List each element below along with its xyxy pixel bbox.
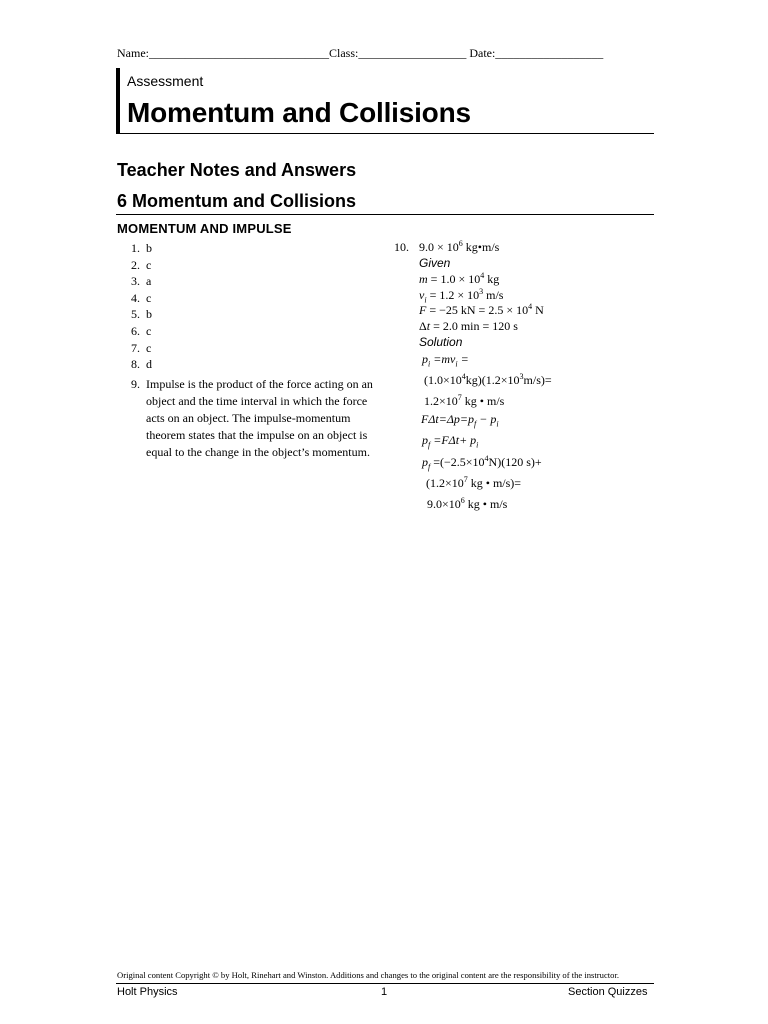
equation-final-momentum-values: $p_f =(-2.5\times 10^4N)(120$ s)+ [422,454,542,472]
copyright-notice: Original content Copyright © by Holt, Rinehart and Winston. Additions and changes to the original content are the responsibility of the instructor. [117,970,619,980]
equation-initial-momentum: $p_i =mv_i$ = [422,352,469,369]
equation-initial-momentum-values: $(1.0\times 10^4kg)(1.2\times 10^3m/s)=$ [424,372,552,387]
title-left-bar [116,68,120,134]
answer-item [120,240,152,257]
chapter-heading: 6 Momentum and Collisions [117,191,357,211]
name-class-date-line: Name:______________________________Class:__________________ Date:__________________ [117,46,604,60]
given-mass: $m = 1.0 \times 10^4$ kg [419,271,500,286]
answer-number: 2. [131,257,140,272]
answer-text: c [146,340,152,355]
footer-book-title: Holt Physics [117,986,178,998]
answer-number: 1. [131,241,140,255]
answer-number: 3. [131,274,140,289]
answer-number: 8. [131,357,140,372]
answer-number: 9. [131,377,140,391]
answer-10-value: $9.0 \times 10^6$ kg•m/s [419,239,500,254]
teacher-notes-heading: Teacher Notes and Answers [117,160,357,180]
answer-item [120,306,152,323]
answer-item [120,356,152,373]
answer-item [120,273,152,290]
assessment-label: Assessment [127,73,204,89]
answer-9-text: Impulse is the product of the force acting on an object and the time interval in which the force acts on an object. The impulse-momentum theorem states that the impulse on an object is equal to the change in the object’s momentum. [146,377,373,459]
given-force: F = −25 kN = $2.5 \times 10^4$ N [419,302,544,317]
answer-item [120,257,152,274]
answer-text: c [146,290,152,305]
solution-label: Solution [419,335,463,349]
answer-item [120,290,152,307]
answer-number: 4. [131,290,140,305]
answer-number: 7. [131,340,140,355]
page-title: Momentum and Collisions [127,97,471,128]
given-time: Δt = 2.0 min = 120 s [419,319,518,333]
footer-rule [116,983,654,984]
answer-10-number: 10. [394,240,409,254]
equation-impulse-theorem: $F\Delta t=\Delta p=p_f - p_i$ [421,412,499,429]
answer-text: c [146,257,152,272]
answer-9 [120,376,378,461]
answer-text: b [146,241,152,255]
answer-text: d [146,357,152,372]
section-heading: MOMENTUM AND IMPULSE [117,221,292,236]
given-initial-velocity: $v_i = 1.2 \times 10^3$ m/s [419,287,504,305]
given-label: Given [419,256,451,270]
equation-final-momentum-result: $9.0\times 10^6$ kg • m/s [427,496,508,511]
equation-final-momentum: $p_f =F\Delta t+ p_i$ [422,433,479,450]
answer-item [120,340,152,357]
equation-initial-momentum-result: $1.2\times 10^7$ kg • m/s [424,393,505,408]
answer-number: 6. [131,323,140,338]
page-number: 1 [381,986,388,998]
answer-text: c [146,323,152,338]
equation-final-momentum-values-2: ($1.2\times 10^7$ kg • m/s)= [426,475,522,490]
answer-number: 5. [131,307,140,322]
chapter-underline [116,214,654,215]
title-underline [116,133,654,134]
footer-section: Section Quizzes [568,986,648,998]
answer-text: b [146,307,152,322]
answer-item [120,323,152,340]
answer-text: a [146,274,152,289]
answer-list [120,240,152,373]
